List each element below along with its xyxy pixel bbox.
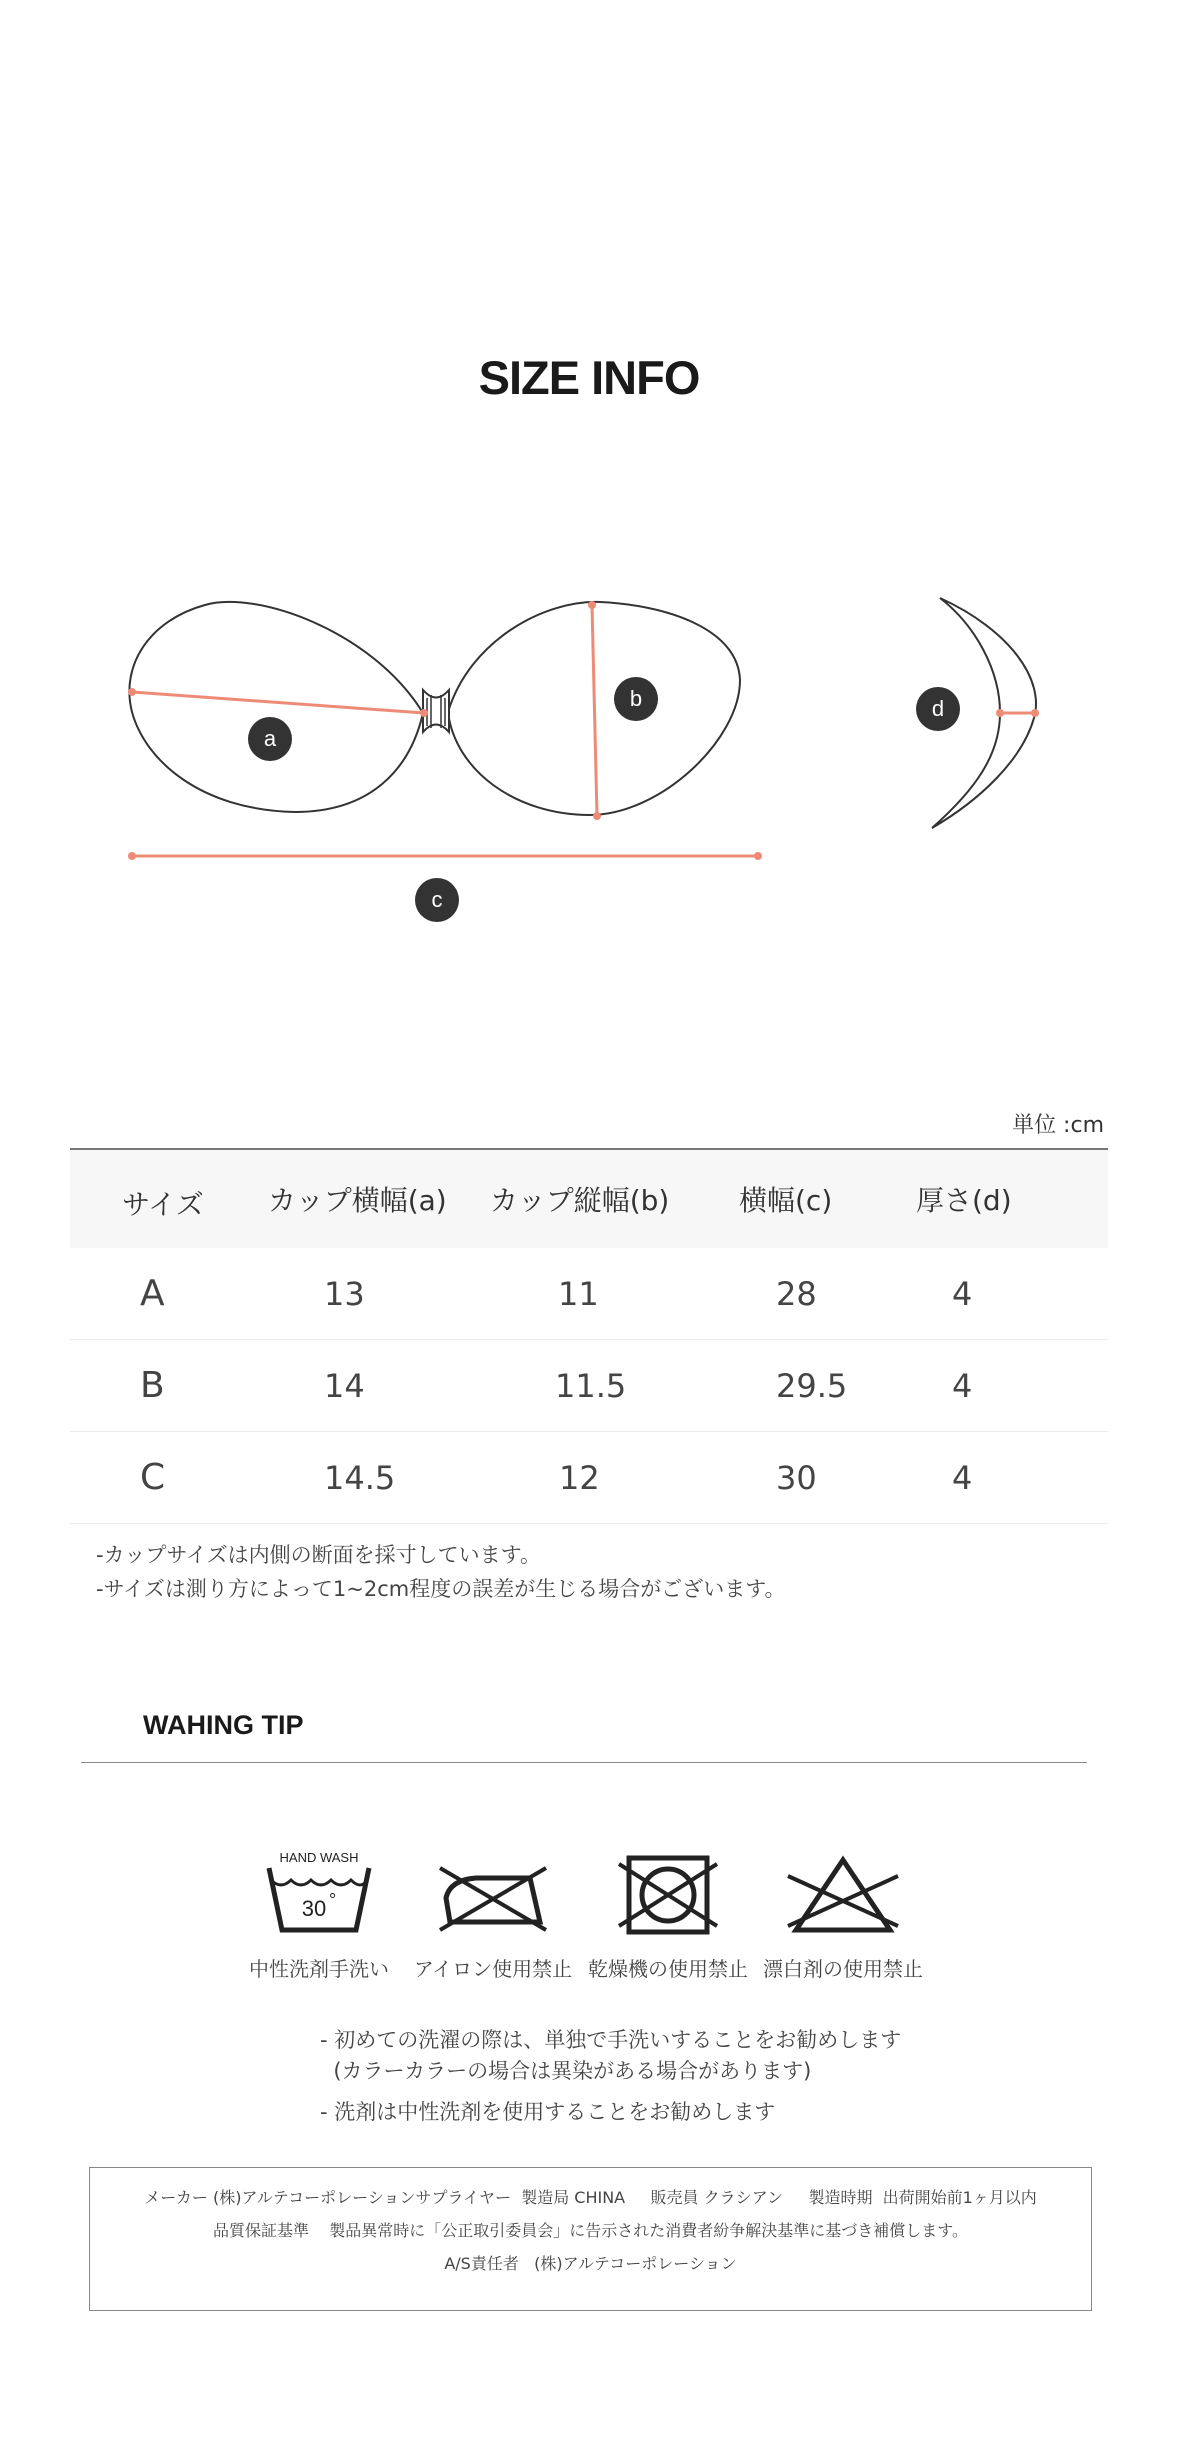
maker-line-2: 品質保証基準 製品異常時に「公正取引委員会」に告示された消費者紛争解決基準に基づき補償します。 — [212, 2221, 969, 2240]
size-cell: B — [140, 1365, 165, 1406]
badge-c — [415, 878, 459, 922]
maker-info-box — [89, 2167, 1092, 2311]
header-cup-width: カップ横幅(a) — [268, 1184, 447, 1217]
note-line: -サイズは測り方によって1~2cm程度の誤差が生じる場合がございます。 — [96, 1577, 786, 1601]
table-row — [70, 1340, 1108, 1432]
cup-width-cell: 14 — [324, 1366, 365, 1405]
header-thickness: 厚さ(d) — [916, 1184, 1012, 1217]
table-header-row — [70, 1150, 1108, 1248]
badge-d — [916, 687, 960, 731]
no-iron-label: アイロン使用禁止 — [413, 1957, 573, 1981]
size-cell: C — [140, 1457, 166, 1498]
hand-wash-caption: HAND WASH — [279, 1850, 359, 1865]
size-table — [70, 1148, 1108, 1524]
thickness-cell: 4 — [952, 1274, 973, 1313]
thickness-cell: 4 — [952, 1458, 973, 1497]
hand-wash-degree: ° — [329, 1890, 337, 1910]
header-width: 横幅(c) — [739, 1184, 833, 1217]
no-tumble-dry-label: 乾燥機の使用禁止 — [588, 1957, 748, 1981]
tip-line: - 洗剤は中性洗剤を使用することをお勧めします — [320, 2100, 776, 2124]
cup-width-cell: 14.5 — [324, 1458, 396, 1497]
cup-width-cell: 13 — [324, 1274, 365, 1313]
hand-wash-icon — [254, 1850, 384, 1940]
unit-label: 単位 :cm — [1012, 1113, 1104, 1138]
washing-title: WAHING TIP — [143, 1710, 304, 1740]
measure-line-b — [592, 605, 597, 816]
no-iron-icon — [428, 1850, 558, 1940]
badge-d-label: d — [931, 696, 945, 721]
maker-line-1: メーカー (株)アルテコーポレーションサプライヤー 製造局 CHINA 販売員 クラシアン 製造時期 出荷開始前1ヶ月以内 — [144, 2188, 1037, 2207]
bra-measurement-diagram — [0, 560, 1200, 960]
tip-line: (カラーカラーの場合は異染がある場合があります) — [320, 2059, 812, 2083]
no-bleach-label: 漂白剤の使用禁止 — [763, 1957, 923, 1981]
no-bleach-icon — [778, 1850, 908, 1940]
cup-height-cell: 11 — [558, 1274, 599, 1313]
header-cup-height: カップ縦幅(b) — [490, 1184, 670, 1217]
size-cell: A — [140, 1273, 165, 1314]
badge-a-label: a — [263, 726, 277, 751]
badge-c-label: c — [431, 887, 443, 912]
maker-line-3: A/S責任者 (株)アルテコーポレーション — [444, 2254, 737, 2273]
no-tumble-dry-icon — [603, 1850, 733, 1940]
measurement-notes — [96, 1538, 786, 1606]
width-cell: 28 — [776, 1274, 817, 1313]
width-cell: 30 — [776, 1458, 817, 1497]
cup-height-cell: 12 — [559, 1458, 600, 1497]
hand-wash-label: 中性洗剤手洗い — [249, 1957, 389, 1981]
left-cup-outline — [129, 602, 423, 812]
washing-divider — [81, 1762, 1087, 1763]
page-title: SIZE INFO — [478, 351, 700, 404]
thickness-cell: 4 — [952, 1366, 973, 1405]
badge-b-label: b — [629, 686, 643, 711]
table-row — [70, 1248, 1108, 1340]
table-row — [70, 1432, 1108, 1524]
hand-wash-temp: 30 — [301, 1896, 327, 1921]
tip-line: - 初めての洗濯の際は、単独で手洗いすることをお勧めします — [320, 2028, 902, 2052]
width-cell: 29.5 — [776, 1366, 848, 1405]
note-line: -カップサイズは内側の断面を採寸しています。 — [96, 1543, 542, 1567]
header-size: サイズ — [122, 1188, 204, 1221]
washing-tips — [320, 2025, 901, 2128]
badge-b — [614, 677, 658, 721]
badge-a — [248, 717, 292, 761]
measure-line-a — [132, 692, 424, 713]
cup-height-cell: 11.5 — [555, 1366, 627, 1405]
